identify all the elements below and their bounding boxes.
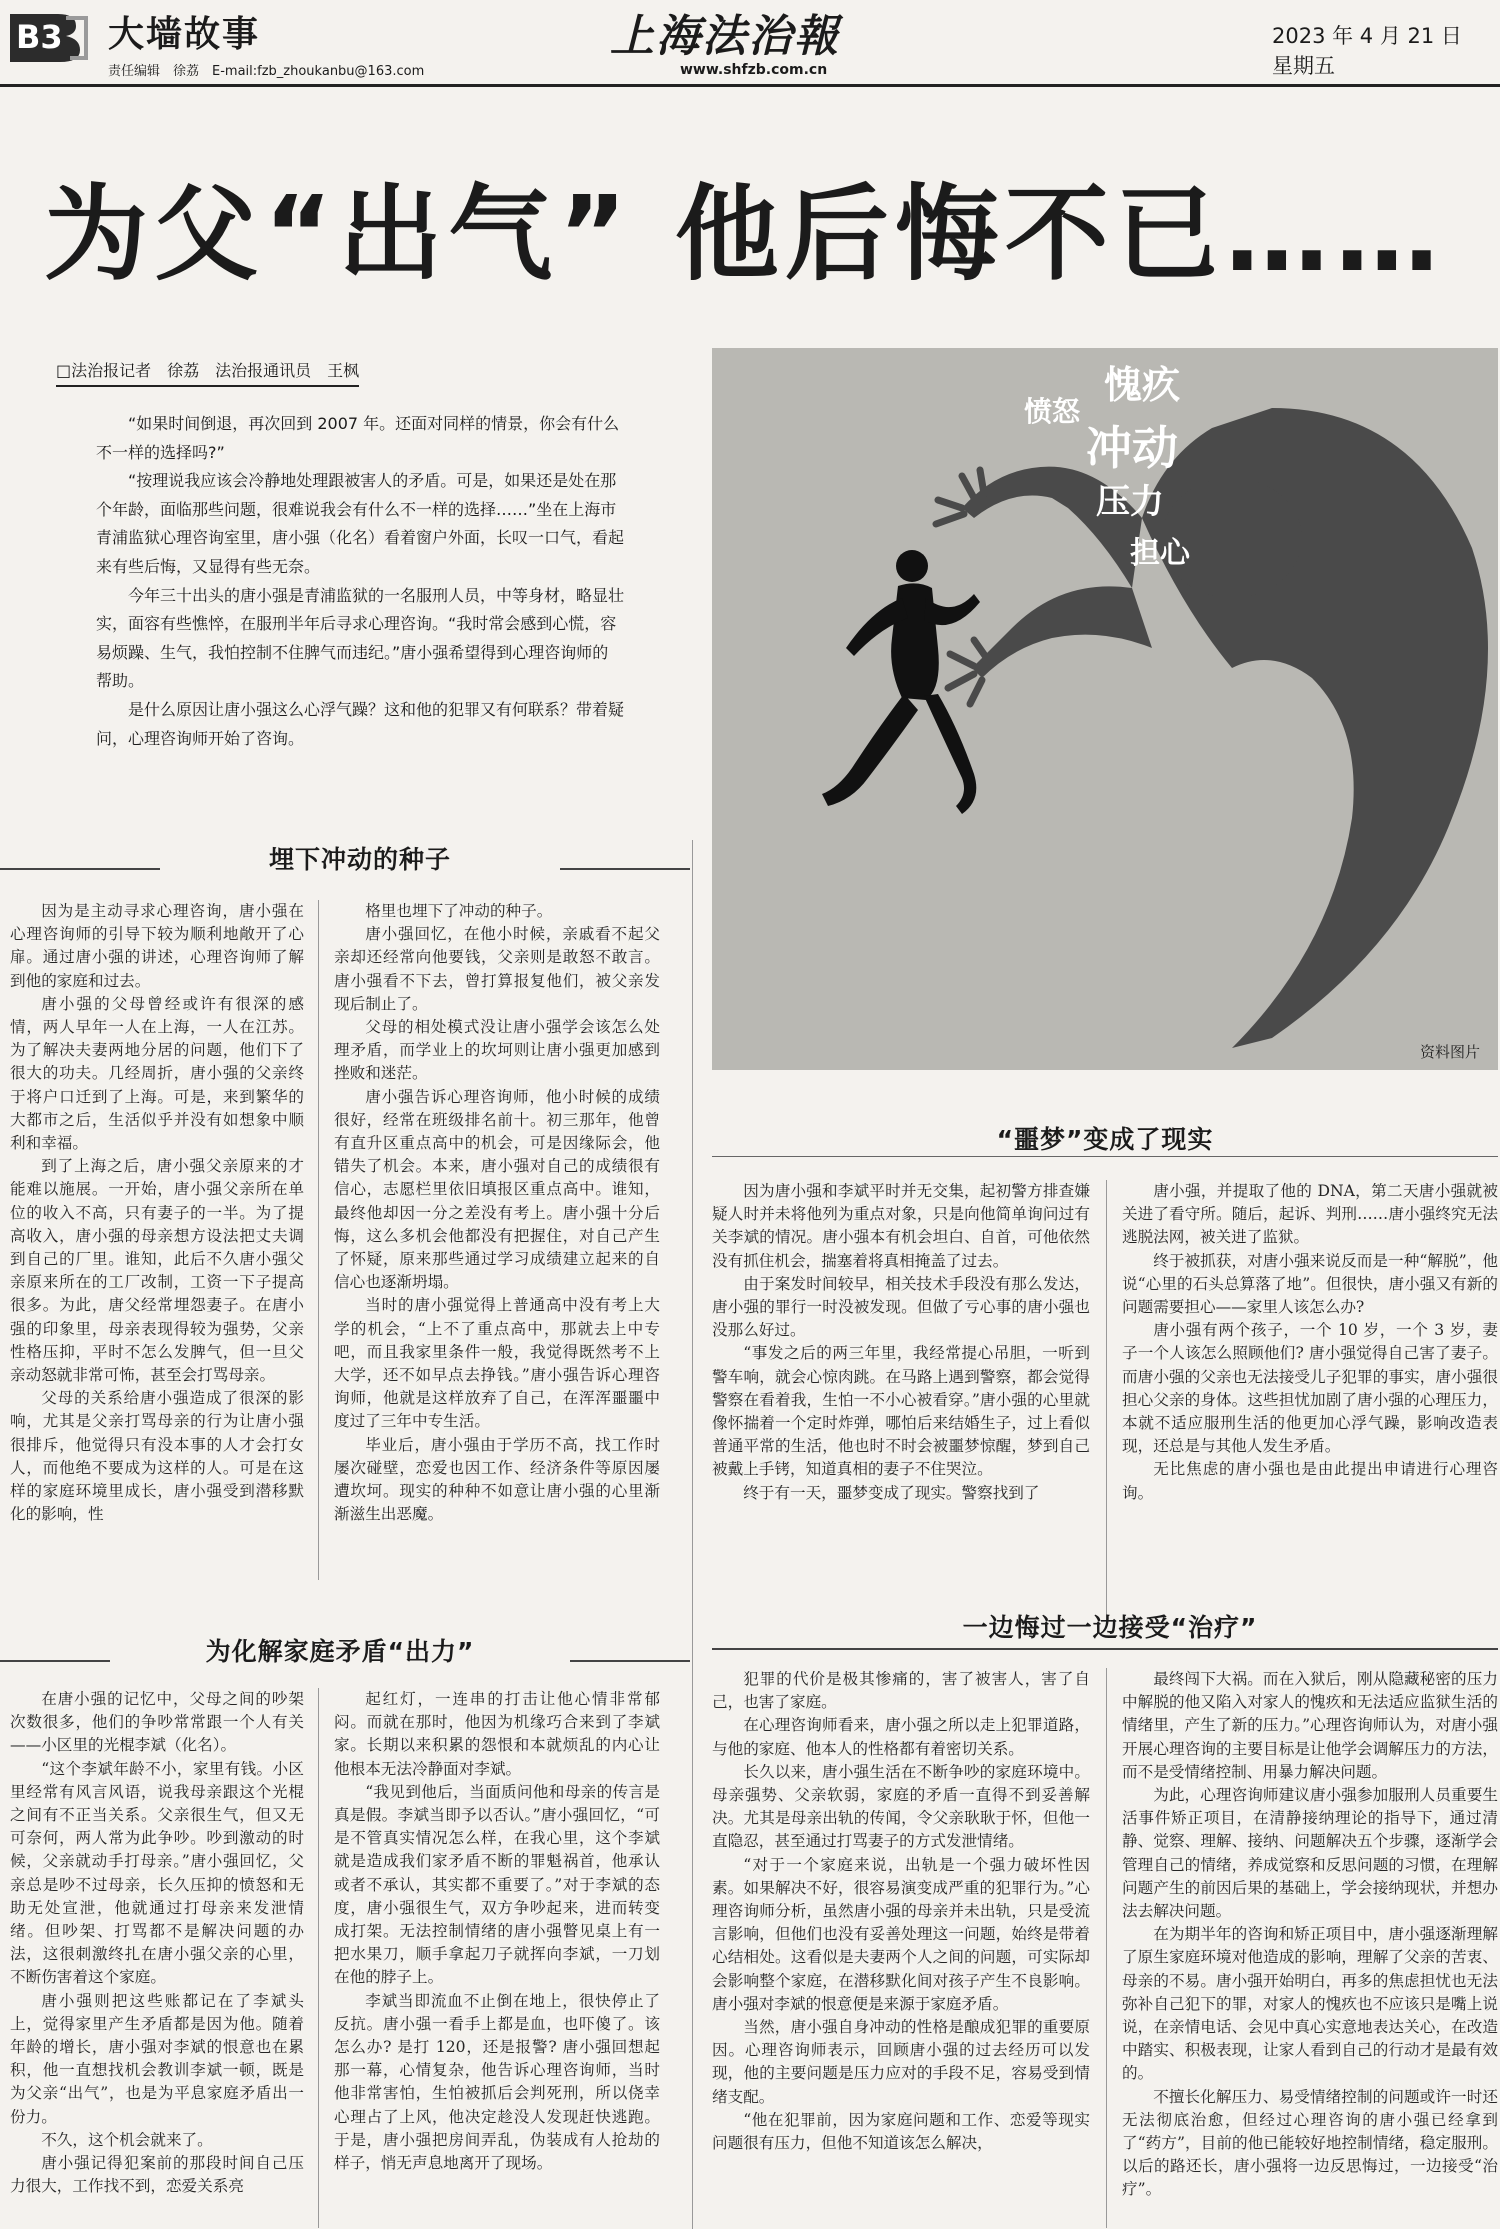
- paragraph: 终于有一天，噩梦变成了现实。警察找到了: [743, 1483, 1040, 1502]
- section-name: 大墙故事: [108, 14, 261, 55]
- header-rule: [0, 84, 1500, 87]
- paragraph: 李斌当即流血不止倒在地上，很快停止了反抗。唐小强一看手上都是血，也吓傻了。该怎么办? 是打 120，还是报警? 唐小强回想起那一幕，心情复杂，他告诉心理咨询师，当时他非常害怕，生怕被抓后会判死刑，所以侥幸心理占了上风，他决定趁没人发现赶快逃跑。于是，唐小强把房间弄乱，伪装成有人抢劫的样子，悄无声息地离开了现场。: [334, 1991, 660, 2173]
- paragraph: “他在犯罪前，因为家庭问题和工作、恋爱等现实问题很有压力，但他不知道该怎么解决，: [712, 2110, 1090, 2153]
- paragraph: 在为期半年的咨询和矫正项目中，唐小强逐渐理解了原生家庭环境对他造成的影响，理解了父亲的苦衷、母亲的不易。唐小强开始明白，再多的焦虑担忧也无法弥补自己犯下的罪，对家人的愧疚也不应该只是嘴上说说，在亲情电话、会见中真心实意地表达关心，在改造中踏实、积极表现，让家人看到自己的行动才是最有效的。: [1122, 1925, 1498, 2083]
- section-rule: [712, 1648, 1498, 1650]
- paragraph: 不擅长化解压力、易受情绪控制的问题或许一时还无法彻底治愈，但经过心理咨询的唐小强已经拿到了“药方”，目前的他已能较好地控制情绪，稳定服刑。以后的路还长，唐小强将一边反思悔过，一边接受“治疗”。: [1122, 2087, 1498, 2199]
- paragraph: 唐小强的父母曾经或许有很深的感情，两人早年一人在上海，一人在江苏。为了解决夫妻两地分居的问题，他们下了很大的功夫。几经周折，唐小强的父亲终于将户口迁到了上海。可是，来到繁华的大都市之后，生活似乎并没有如想象中顺利和幸福。: [10, 994, 304, 1153]
- page-number: B3: [16, 18, 63, 56]
- site-url: www.shfzb.com.cn: [680, 62, 828, 78]
- paragraph: 唐小强记得犯案前的那段时间自己压力很大，工作找不到，恋爱关系亮: [10, 2154, 304, 2196]
- word-worry: 担心: [1130, 536, 1190, 571]
- column-divider: [318, 1688, 319, 2228]
- illustration-photo: [712, 348, 1498, 1070]
- paragraph: “这个李斌年龄不小，家里有钱。小区里经常有风言风语，说我母亲跟这个光棍之间有不正当关系。父亲很生气，但又无可奈何，两人常为此争吵。吵到激动的时候，父亲就动手打母亲。”唐小强回忆，父亲总是吵不过母亲，长久压抑的愤怒和无助无处宣泄，他就通过打母亲来发泄情绪。但吵架、打骂都不是解决问题的办法，这很刺激终扎在唐小强父亲的心里，不断伤害着这个家庭。: [10, 1759, 304, 1987]
- column-divider: [1106, 1180, 1107, 1620]
- word-guilt: 愧疚: [1104, 363, 1181, 407]
- byline: □法治报记者 徐荔 法治报通讯员 王枫: [56, 358, 359, 387]
- photo-credit: 资料图片: [1419, 1043, 1480, 1061]
- lede-paragraph: “如果时间倒退，再次回到 2007 年。还面对同样的情景，你会有什么不一样的选择吗?”: [96, 414, 620, 462]
- lede: [96, 410, 624, 753]
- editor-line: 责任编辑 徐荔 E-mail:fzb_zhoukanbu@163.com: [108, 64, 425, 79]
- section-title-family: 为化解家庭矛盾“出力”: [110, 1632, 570, 1668]
- paragraph: 当然，唐小强自身冲动的性格是酿成犯罪的重要原因。心理咨询师表示，回顾唐小强的过去经历可以发现，他的主要问题是压力应对的手段不足，容易受到情绪支配。: [712, 2018, 1090, 2106]
- paragraph: 唐小强告诉心理咨询师，他小时候的成绩很好，经常在班级排名前十。初三那年，他曾有直升区重点高中的机会，可是因缘际会，他错失了机会。本来，唐小强对自己的成绩很有信心，志愿栏里依旧填报区重点高中。谁知，最终他却因一分之差没有考上。唐小强十分后悔，这么多机会他都没有把握住，对自己产生了怀疑，原来那些通过学习成绩建立起来的自信心也逐渐坍塌。: [334, 1087, 660, 1292]
- headline: 为父“出气” 他后悔不已……: [44, 173, 1445, 295]
- paragraph: 无比焦虑的唐小强也是由此提出申请进行心理咨询。: [1122, 1460, 1498, 1502]
- masthead-logo: 上海法治報: [610, 11, 840, 62]
- column-divider: [318, 900, 319, 1580]
- paragraph: 终于被抓获，对唐小强来说反而是一种“解脱”，他说“心里的石头总算落了地”。但很快，唐小强又有新的问题需要担心——家里人该怎么办?: [1122, 1251, 1498, 1317]
- word-impulse: 冲动: [1086, 421, 1178, 475]
- paragraph: “我见到他后，当面质问他和母亲的传言是真是假。李斌当即予以否认。”唐小强回忆，“可是不管真实情况怎么样，在我心里，这个李斌就是造成我们家矛盾不断的罪魁祸首，他承认或者不承认，其实都不重要了。”对于李斌的态度，唐小强很生气，双方争吵起来，进而转变成打架。无法控制情绪的唐小强瞥见桌上有一把水果刀，顺手拿起刀子就挥向李斌，一刀划在他的脖子上。: [334, 1782, 660, 1987]
- section-4-column-2: [1122, 1668, 1498, 2228]
- paragraph: 因为唐小强和李斌平时并无交集，起初警方排查嫌疑人时并未将他列为重点对象，只是向他简单询问过有关李斌的情况。唐小强本有机会坦白、自首，可他依然没有抓住机会，揣塞着将真相掩盖了过去。: [712, 1182, 1090, 1270]
- paragraph: 为此，心理咨询师建议唐小强参加服刑人员重要生活事件矫正项目，在清静接纳理论的指导下，通过清静、觉察、理解、接纳、问题解决五个步骤，逐渐学会管理自己的情绪，养成觉察和反思问题的习惯，在理解问题产生的前因后果的基础上，学会接纳现状，并想办法去解决问题。: [1122, 1786, 1498, 1921]
- column-divider: [1106, 1668, 1107, 2228]
- lede-paragraph: 今年三十出头的唐小强是青浦监狱的一名服刑人员，中等身材，略显壮实，面容有些憔悴，在服刑半年后寻求心理咨询。“我时常会感到心慌，容易烦躁、生气，我怕控制不住脾气而违纪。”唐小强希望得到心理咨询师的帮助。: [96, 585, 625, 691]
- paragraph: 唐小强，并提取了他的 DNA，第二天唐小强就被关进了看守所。随后，起诉、判刑……唐小强终究无法逃脱法网，被关进了监狱。: [1122, 1182, 1498, 1247]
- paragraph: 在心理咨询师看来，唐小强之所以走上犯罪道路，与他的家庭、他本人的性格都有着密切关系。: [712, 1716, 1090, 1758]
- section-4-column-1: [712, 1668, 1090, 2228]
- page-center-divider: [692, 840, 693, 2229]
- paragraph: 在唐小强的记忆中，父母之间的吵架次数很多，他们的争吵常常跟一个人有关——小区里的光棍李斌（化名）。: [10, 1690, 304, 1755]
- section-title-nightmare: “噩梦”变成了现实: [996, 1125, 1214, 1154]
- paragraph: 父母的关系给唐小强造成了很深的影响，尤其是父亲打骂母亲的行为让唐小强很排斥，他觉得只有没本事的人才会打女人，而他绝不要成为这样的人。可是在这样的家庭环境里成长，唐小强受到潜移默化的影响，性: [10, 1389, 304, 1524]
- section-title-treatment: 一边悔过一边接受“治疗”: [962, 1613, 1258, 1642]
- section-1-column-2: [334, 900, 660, 1580]
- paragraph: 长久以来，唐小强生活在不断争吵的家庭环境中。母亲强势、父亲软弱，家庭的矛盾一直得不到妥善解决。尤其是母亲出轨的传闻，令父亲耿耿于怀，但他一直隐忍，甚至通过打骂妻子的方式发泄情绪。: [712, 1762, 1090, 1851]
- paragraph: 当时的唐小强觉得上普通高中没有考上大学的机会，“上不了重点高中，那就去上中专吧，而且我家里条件一般，我觉得既然考不上大学，还不如早点去挣钱。”唐小强告诉心理咨询师，他就是这样放弃了自己，在浑浑噩噩中度过了三年中专生活。: [334, 1296, 660, 1431]
- paragraph: 因为是主动寻求心理咨询，唐小强在心理咨询师的引导下较为顺利地敞开了心扉。通过唐小强的讲述，心理咨询师了解到他的家庭和过去。: [10, 902, 304, 990]
- paragraph: 不久，这个机会就来了。: [41, 2130, 213, 2149]
- paragraph: 唐小强回忆，在他小时候，亲戚看不起父亲却还经常向他要钱，父亲则是敢怒不敢言。唐小强看不下去，曾打算报复他们，被父亲发现后制止了。: [334, 925, 660, 1013]
- section-title-seed: 埋下冲动的种子: [160, 840, 560, 876]
- paragraph: 起红灯，一连串的打击让他心情非常郁闷。而就在那时，他因为机缘巧合来到了李斌家。长期以来积累的怨恨和本就烦乱的内心让他根本无法冷静面对李斌。: [334, 1690, 660, 1778]
- paragraph: 到了上海之后，唐小强父亲原来的才能难以施展。一开始，唐小强父亲所在单位的收入不高，只有妻子的一半。为了提高收入，唐小强的母亲想方设法把丈夫调到自己的厂里。谁知，此后不久唐小强父亲原来所在的工厂改制，工资一下子提高很多。为此，唐父经常埋怨妻子。在唐小强的印象里，母亲表现得较为强势，父亲性格压抑，平时不怎么发脾气，但一旦父亲动怒就非常可怖，甚至会打骂母亲。: [10, 1157, 304, 1385]
- paragraph: “事发之后的两三年里，我经常提心吊胆，一听到警车响，就会心惊肉跳。在马路上遇到警察，都会觉得警察在看着我，生怕一不小心被看穿。”唐小强的心里就像怀揣着一个定时炸弹，哪怕后来结婚生子，过上看似普通平常的生活，他也时不时会被噩梦惊醒，梦到自己被戴上手铐，知道真相的妻子不住哭泣。: [712, 1344, 1090, 1479]
- paragraph: 格里也埋下了冲动的种子。: [365, 902, 553, 920]
- paragraph: “对于一个家庭来说，出轨是一个强力破坏性因素。如果解决不好，很容易演变成严重的犯罪行为。”心理咨询师分析，虽然唐小强的母亲并未出轨，只是受流言影响，但他们也没有妥善处理这一问题，始终是带着心结相处。这看似是夫妻两个人之间的问题，可实际却会影响整个家庭，在潜移默化间对孩子产生不良影响。唐小强对李斌的恨意便是来源于家庭矛盾。: [712, 1855, 1090, 2013]
- paragraph: 犯罪的代价是极其惨痛的，害了被害人，害了自己，也害了家庭。: [712, 1670, 1090, 1712]
- paragraph: 最终闯下大祸。而在入狱后，刚从隐藏秘密的压力中解脱的他又陷入对家人的愧疚和无法适应监狱生活的情绪里，产生了新的压力。”心理咨询师认为，对唐小强开展心理咨询的主要目标是让他学会调解压力的方法，而不是受情绪控制、用暴力解决问题。: [1122, 1670, 1498, 1781]
- word-pressure: 压力: [1096, 482, 1164, 522]
- paragraph: 唐小强有两个孩子，一个 10 岁，一个 3 岁，妻子一个人该怎么照顾他们? 唐小强觉得自己害了妻子。而唐小强的父亲也无法接受儿子犯罪的事实，唐小强很担心父亲的身体。这些担忧加剧了唐小强的心理压力，本就不适应服刑生活的他更加心浮气躁，影响改造表现，还总是与其他人发生矛盾。: [1122, 1321, 1498, 1456]
- paragraph: 由于案发时间较早，相关技术手段没有那么发达，唐小强的罪行一时没被发现。但做了亏心事的唐小强也没那么好过。: [712, 1274, 1090, 1340]
- word-anger: 愤怒: [1024, 395, 1081, 428]
- section-3-column-1: [10, 1688, 304, 2228]
- section-2-column-2: [1122, 1180, 1498, 1620]
- section-rule: [712, 1156, 1498, 1157]
- section-1-column-1: [10, 900, 304, 1580]
- paragraph: 毕业后，唐小强由于学历不高，找工作时屡次碰壁，恋爱也因工作、经济条件等原因屡遭坎坷。现实的种种不如意让唐小强的心里渐渐滋生出恶魔。: [334, 1435, 660, 1524]
- lede-paragraph: 是什么原因让唐小强这么心浮气躁？这和他的犯罪又有何联系？带着疑问，心理咨询师开始了咨询。: [96, 699, 625, 748]
- section-3-column-2: [334, 1688, 660, 2228]
- paragraph: 唐小强则把这些账都记在了李斌头上，觉得家里产生矛盾都是因为他。随着年龄的增长，唐小强对李斌的恨意也在累积，他一直想找机会教训李斌一顿，既是为父亲“出气”，也是为平息家庭矛盾出一份力。: [10, 1991, 304, 2126]
- page-number-badge: [6, 8, 88, 62]
- section-2-column-1: [712, 1180, 1090, 1620]
- lede-paragraph: “按理说我应该会冷静地处理跟被害人的矛盾。可是，如果还是处在那个年龄，面临那些问题，很难说我会有什么不一样的选择……”坐在上海市青浦监狱心理咨询室里，唐小强（化名）看着窗户外面，长叹一口气，看起来有些后悔，又显得有些无奈。: [96, 471, 625, 576]
- paragraph: 父母的相处模式没让唐小强学会该怎么处理矛盾，而学业上的坎坷则让唐小强更加感到挫败和迷茫。: [334, 1018, 660, 1083]
- issue-date: 2023 年 4 月 21 日 星期五: [1272, 24, 1483, 78]
